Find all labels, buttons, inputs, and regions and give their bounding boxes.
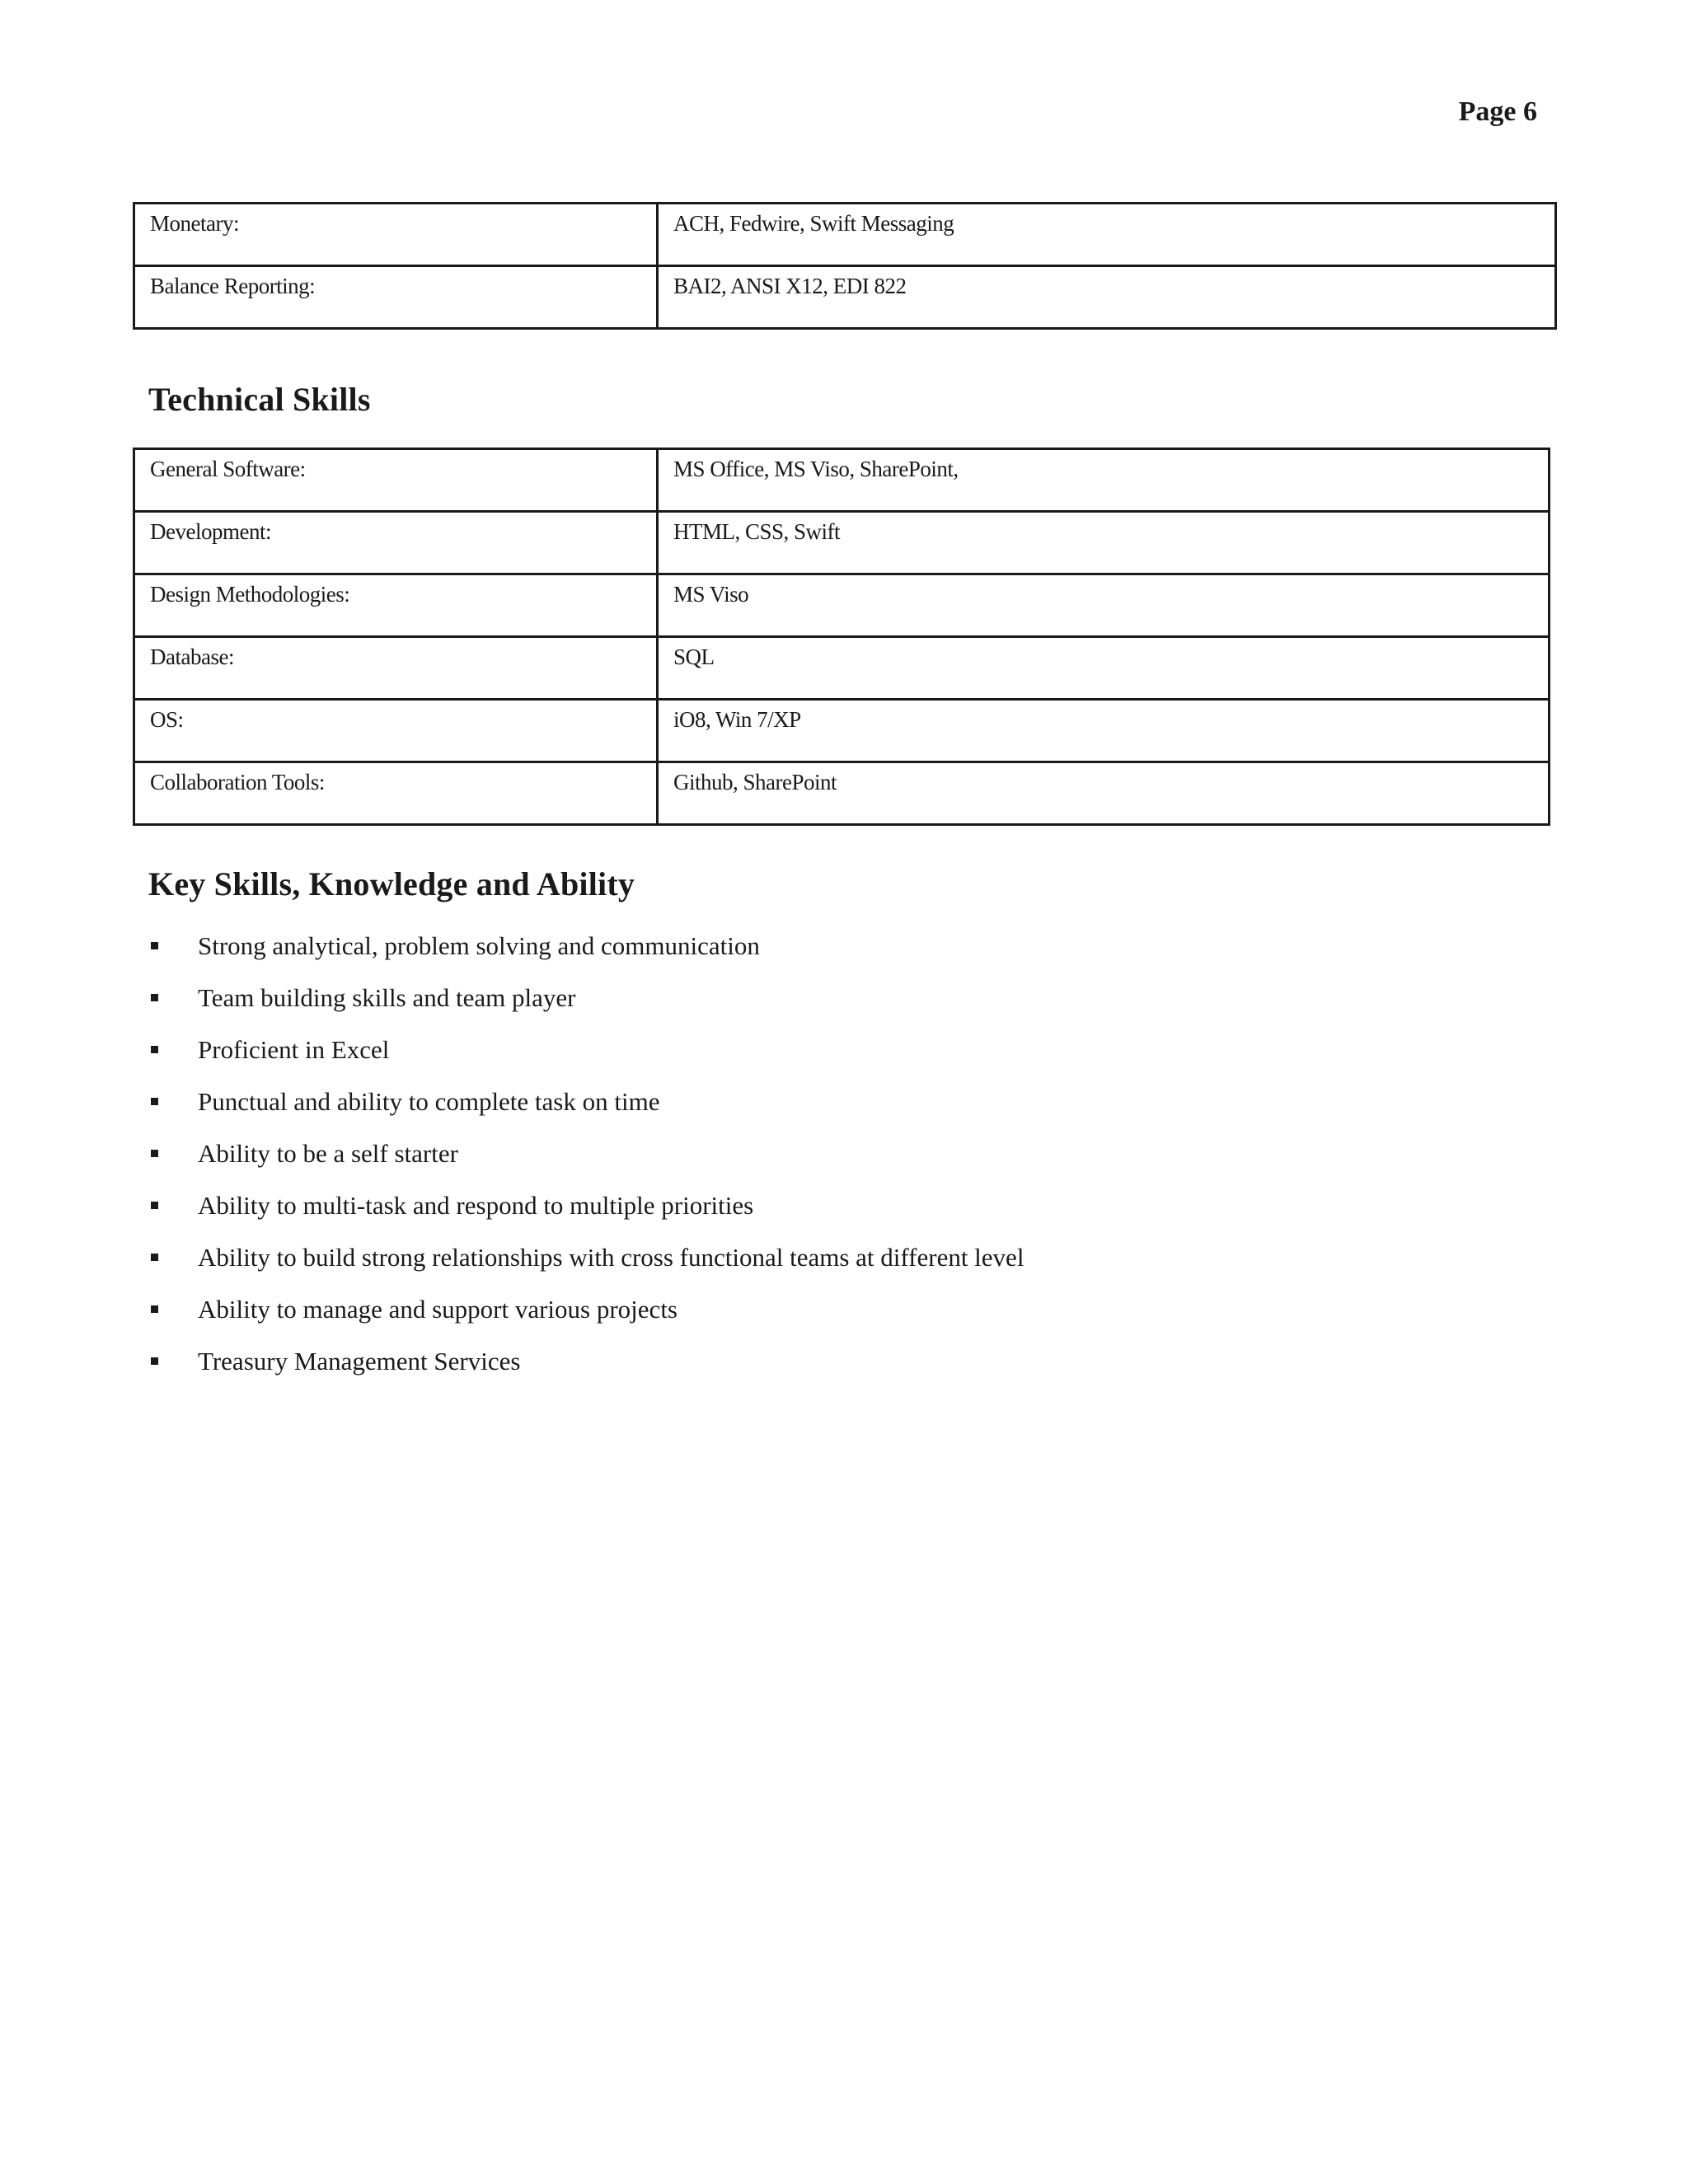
row-label: Collaboration Tools: bbox=[134, 762, 658, 825]
list-item bbox=[148, 1345, 1024, 1397]
square-bullet-icon bbox=[151, 994, 158, 1001]
row-label: Balance Reporting: bbox=[134, 266, 658, 329]
row-label: Monetary: bbox=[134, 204, 658, 266]
square-bullet-icon bbox=[151, 1046, 158, 1053]
square-bullet-icon bbox=[151, 1202, 158, 1209]
row-label: Development: bbox=[134, 512, 658, 574]
row-label: OS: bbox=[134, 700, 658, 762]
row-value: BAI2, ANSI X12, EDI 822 bbox=[658, 266, 1556, 329]
list-item bbox=[148, 1033, 1024, 1085]
table-row bbox=[134, 700, 1550, 762]
list-item-text: Punctual and ability to complete task on time bbox=[198, 1087, 660, 1116]
key-skills-list bbox=[148, 930, 1024, 1397]
row-value: HTML, CSS, Swift bbox=[658, 512, 1550, 574]
list-item-text: Treasury Management Services bbox=[198, 1347, 521, 1376]
list-item-text: Ability to build strong relationships with cross functional teams at different level bbox=[198, 1243, 1025, 1272]
list-item-text: Proficient in Excel bbox=[198, 1035, 390, 1064]
row-value: SQL bbox=[658, 637, 1550, 700]
list-item bbox=[148, 982, 1024, 1033]
square-bullet-icon bbox=[151, 1357, 158, 1365]
list-item-text: Strong analytical, problem solving and communication bbox=[198, 931, 760, 960]
row-label: Design Methodologies: bbox=[134, 574, 658, 637]
list-item bbox=[148, 1137, 1024, 1189]
list-item-text: Ability to manage and support various projects bbox=[198, 1295, 678, 1324]
table-row bbox=[134, 449, 1550, 512]
list-item bbox=[148, 1085, 1024, 1137]
table-row bbox=[134, 762, 1550, 825]
list-item-text: Ability to multi-task and respond to multiple priorities bbox=[198, 1191, 754, 1220]
list-item bbox=[148, 930, 1024, 982]
table-row bbox=[134, 266, 1556, 329]
page-number: Page 6 bbox=[1458, 96, 1537, 127]
table-row bbox=[134, 204, 1556, 266]
key-skills-heading: Key Skills, Knowledge and Ability bbox=[148, 865, 635, 902]
list-item bbox=[148, 1189, 1024, 1241]
list-item bbox=[148, 1241, 1024, 1293]
technical-skills-table bbox=[133, 448, 1550, 826]
square-bullet-icon bbox=[151, 1254, 158, 1261]
table-row bbox=[134, 574, 1550, 637]
row-label: Database: bbox=[134, 637, 658, 700]
banking-formats-table bbox=[133, 202, 1557, 330]
row-value: ACH, Fedwire, Swift Messaging bbox=[658, 204, 1556, 266]
square-bullet-icon bbox=[151, 1150, 158, 1157]
square-bullet-icon bbox=[151, 1305, 158, 1313]
row-value: Github, SharePoint bbox=[658, 762, 1550, 825]
table-row bbox=[134, 512, 1550, 574]
table-row bbox=[134, 637, 1550, 700]
row-label: General Software: bbox=[134, 449, 658, 512]
list-item bbox=[148, 1293, 1024, 1345]
list-item-text: Team building skills and team player bbox=[198, 983, 576, 1012]
list-item-text: Ability to be a self starter bbox=[198, 1139, 458, 1168]
square-bullet-icon bbox=[151, 1098, 158, 1105]
row-value: MS Viso bbox=[658, 574, 1550, 637]
row-value: MS Office, MS Viso, SharePoint, bbox=[658, 449, 1550, 512]
row-value: iO8, Win 7/XP bbox=[658, 700, 1550, 762]
square-bullet-icon bbox=[151, 942, 158, 949]
technical-skills-heading: Technical Skills bbox=[148, 381, 371, 418]
